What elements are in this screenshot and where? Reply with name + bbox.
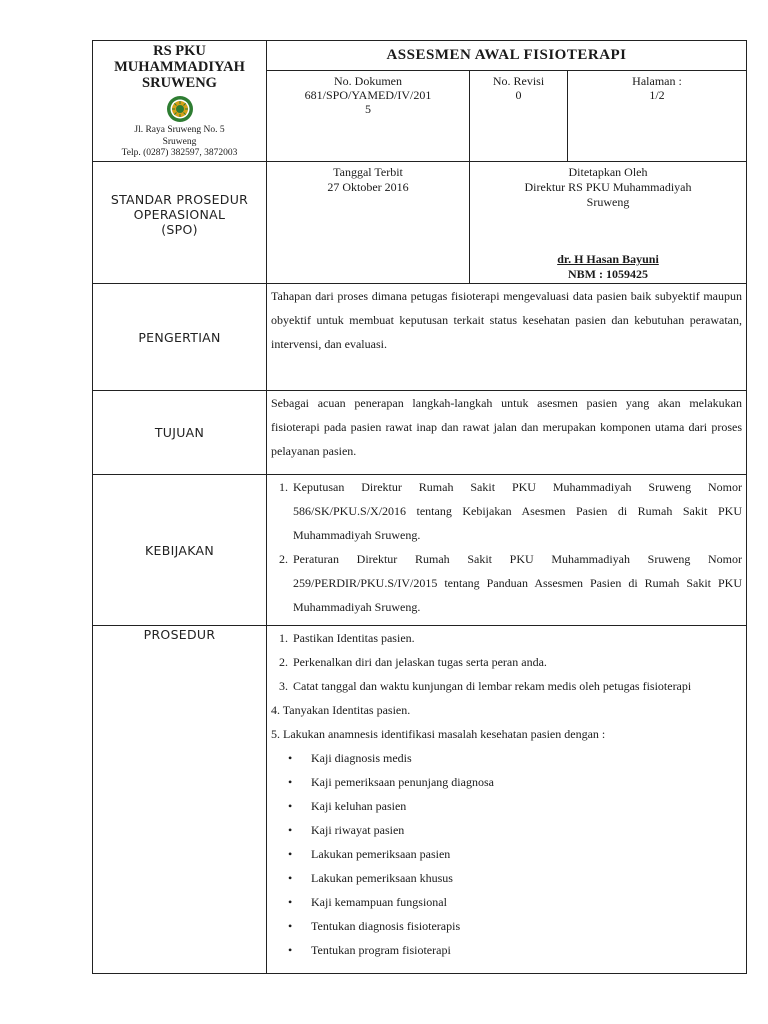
no-dokumen-label: No. Dokumen bbox=[334, 74, 402, 88]
bullet-item: • Kaji kemampuan fungsional bbox=[311, 890, 746, 914]
bullet-item: • Lakukan pemeriksaan khusus bbox=[311, 866, 746, 890]
ditetapkan-cell bbox=[470, 162, 747, 284]
tanggal-terbit-label: Tanggal Terbit bbox=[333, 165, 403, 179]
hospital-name-line: RS PKU bbox=[153, 43, 206, 59]
hospital-name-line: MUHAMMADIYAH bbox=[114, 59, 245, 75]
kebijakan-label: KEBIJAKAN bbox=[93, 475, 267, 626]
pengertian-cell bbox=[267, 284, 747, 391]
hospital-name-line: SRUWENG bbox=[142, 75, 217, 91]
no-revisi-value: 0 bbox=[515, 88, 522, 102]
kebijakan-list bbox=[267, 475, 746, 619]
bullet-item: • Kaji diagnosis medis bbox=[311, 746, 746, 770]
tujuan-text: Sebagai acuan penerapan langkah-langkah untuk asesmen pasien yang akan melakukan fisioterapi pada pasien rawat inap dan rawat jalan dan merupakan komponen utama dari proses pelayanan pasien. bbox=[271, 396, 742, 458]
halaman-cell bbox=[568, 71, 747, 162]
signer-name: dr. H Hasan Bayuni bbox=[557, 252, 659, 266]
spo-label-cell bbox=[93, 162, 267, 284]
halaman-value: 1/2 bbox=[649, 88, 665, 102]
kebijakan-item: 1. Keputusan Direktur Rumah Sakit PKU Muhammadiyah Sruweng Nomor 586/SK/PKU.S/X/2016 tentang Kebijakan Asesmen Pasien di Rumah Sakit PKU Muhammadiyah Sruweng. bbox=[291, 475, 742, 547]
address-line: Sruweng bbox=[162, 136, 197, 147]
prosedur-bullet-list bbox=[267, 746, 746, 962]
tujuan-label: TUJUAN bbox=[93, 391, 267, 475]
spo-table bbox=[92, 40, 747, 974]
tanggal-terbit-value: 27 Oktober 2016 bbox=[327, 180, 409, 194]
signer-nbm: NBM : 1059425 bbox=[568, 267, 648, 281]
hospital-address bbox=[93, 125, 266, 160]
kebijakan-item: 2. Peraturan Direktur Rumah Sakit PKU Muhammadiyah Sruweng Nomor 259/PERDIR/PKU.S/IV/2015 tentang Panduan Assesmen Pasien di Rumah Sakit PKU Muhammadiyah Sruweng. bbox=[291, 547, 742, 619]
no-revisi-cell bbox=[470, 71, 568, 162]
bullet-item: • Kaji pemeriksaan penunjang diagnosa bbox=[311, 770, 746, 794]
phone-line: Telp. (0287) 382597, 3872003 bbox=[121, 148, 238, 158]
prosedur-step-5: 5. Lakukan anamnesis identifikasi masalah kesehatan pasien dengan : bbox=[271, 727, 606, 741]
no-dokumen-value: 681/SPO/YAMED/IV/201 bbox=[304, 88, 432, 102]
prosedur-item: 1. Pastikan Identitas pasien. bbox=[291, 626, 742, 650]
hospital-header-cell bbox=[93, 41, 267, 162]
bullet-item: • Kaji keluhan pasien bbox=[311, 794, 746, 818]
muhammadiyah-sun-logo-icon bbox=[166, 95, 194, 123]
no-dokumen-value: 5 bbox=[365, 102, 371, 116]
tanggal-terbit-cell bbox=[267, 162, 470, 284]
bullet-item: • Tentukan program fisioterapi bbox=[311, 938, 746, 962]
prosedur-step-4: 4. Tanyakan Identitas pasien. bbox=[271, 703, 411, 717]
tujuan-cell bbox=[267, 391, 747, 475]
prosedur-item: 2. Perkenalkan diri dan jelaskan tugas serta peran anda. bbox=[291, 650, 742, 674]
bullet-item: • Lakukan pemeriksaan pasien bbox=[311, 842, 746, 866]
ditetapkan-line: Direktur RS PKU Muhammadiyah bbox=[524, 180, 692, 194]
prosedur-list bbox=[267, 626, 746, 698]
document-title: ASSESMEN AWAL FISIOTERAPI bbox=[267, 41, 747, 71]
spo-label-line: STANDAR PROSEDUR bbox=[110, 192, 249, 207]
bullet-item: • Kaji riwayat pasien bbox=[311, 818, 746, 842]
kebijakan-cell bbox=[267, 475, 747, 626]
pengertian-label: PENGERTIAN bbox=[93, 284, 267, 391]
address-line: Jl. Raya Sruweng No. 5 bbox=[134, 125, 225, 135]
no-dokumen-cell bbox=[267, 71, 470, 162]
ditetapkan-label: Ditetapkan Oleh bbox=[568, 165, 648, 179]
bullet-item: • Tentukan diagnosis fisioterapis bbox=[311, 914, 746, 938]
spo-label-line: OPERASIONAL bbox=[133, 207, 226, 222]
spo-document bbox=[92, 40, 746, 974]
spo-label-line: (SPO) bbox=[161, 222, 198, 237]
signer-block bbox=[470, 252, 746, 282]
no-revisi-label: No. Revisi bbox=[492, 74, 545, 88]
hospital-name bbox=[93, 43, 266, 91]
halaman-label: Halaman : bbox=[632, 74, 682, 88]
prosedur-cell bbox=[267, 626, 747, 974]
prosedur-label: PROSEDUR bbox=[93, 626, 267, 974]
ditetapkan-line: Sruweng bbox=[586, 195, 630, 209]
prosedur-item: 3. Catat tanggal dan waktu kunjungan di lembar rekam medis oleh petugas fisioterapi bbox=[291, 674, 742, 698]
pengertian-text: Tahapan dari proses dimana petugas fisioterapi mengevaluasi data pasien baik subyektif maupun obyektif untuk membuat keputusan terkait status kesehatan pasien dan kebutuhan perawatan, intervensi, dan evaluasi. bbox=[271, 289, 742, 351]
